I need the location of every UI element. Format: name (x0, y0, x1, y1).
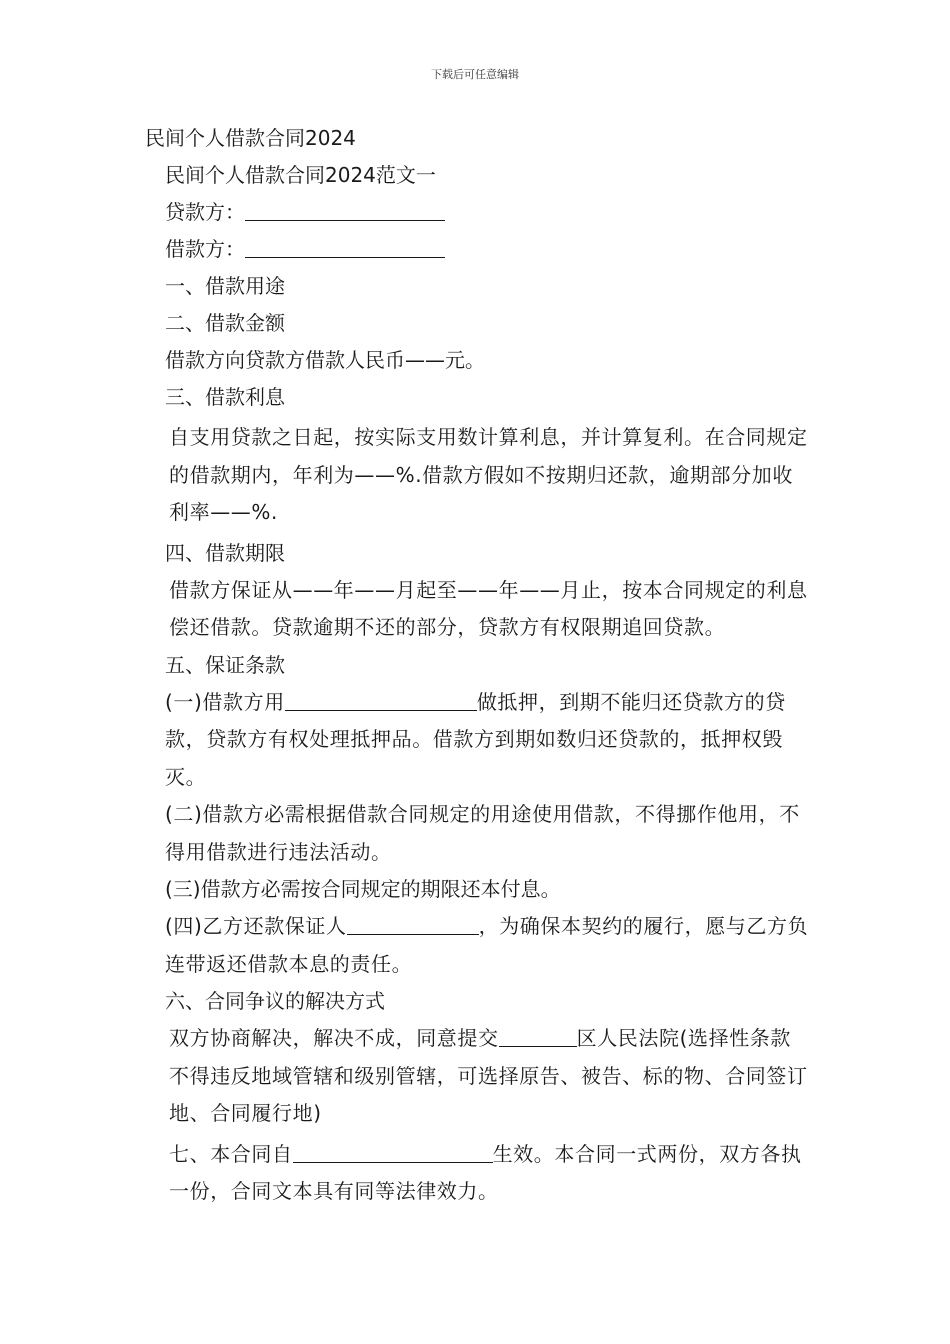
collateral-blank (285, 692, 477, 711)
section-6-lead: 双方协商解决，解决不成，同意提交 (169, 1026, 499, 1050)
lender-line (145, 194, 810, 231)
clause-5-2: (二)借款方必需根据借款合同规定的用途使用借款，不得挪作他用，不得用借款进行违法活动。 (165, 802, 800, 864)
clause-5-3: (三)借款方必需按合同规定的期限还本付息。 (165, 877, 561, 901)
clause-5-1-lead: (一)借款方用 (165, 689, 285, 714)
clause-5-1-rest: 做抵押，到期不能归还贷款方的贷款，贷款方有权处理抵押品。借款方到期如数归还贷款的，抵押权毁灭。 (165, 689, 786, 789)
section-heading-5: 五、保证条款 (165, 652, 285, 677)
section-4-text: 借款方保证从——年——月起至——年——月止，按本合同规定的利息偿还借款。贷款逾期不还的部分，贷款方有权限期追回贷款。 (169, 577, 808, 639)
section-2-text: 借款方向贷款方借款人民币——元。 (165, 348, 485, 372)
lender-label: 贷款方： (165, 200, 245, 224)
clause-5-4 (145, 908, 810, 983)
document-subtitle: 民间个人借款合同2024范文一 (165, 163, 436, 187)
section-heading-4: 四、借款期限 (165, 540, 285, 565)
page-header: 下载后可任意编辑 (431, 68, 519, 81)
section-3-text: 自支用贷款之日起，按实际支用数计算利息，并计算复利。在合同规定的借款期内，年利为——%.借款方假如不按期归还款，逾期部分加收利率——%. (169, 425, 808, 524)
section-6-text (145, 1020, 810, 1133)
borrower-line (145, 231, 810, 268)
borrower-blank (245, 239, 445, 258)
guarantor-blank (347, 916, 479, 935)
section-heading-2: 二、借款金额 (165, 311, 285, 335)
clause-5-4-rest: ，为确保本契约的履行，愿与乙方负连带返还借款本息的责任。 (165, 914, 809, 976)
lender-blank (245, 202, 445, 221)
contract-document (145, 120, 810, 1211)
section-heading-3: 三、借款利息 (165, 385, 285, 409)
document-title: 民间个人借款合同2024 (145, 126, 356, 150)
court-blank (499, 1028, 577, 1047)
borrower-label: 借款方： (165, 237, 245, 261)
section-7-rest: 生效。本合同一式两份，双方各执一份，合同文本具有同等法律效力。 (169, 1141, 802, 1203)
section-7-lead: 七、本合同自 (169, 1141, 293, 1166)
section-7-text (145, 1136, 810, 1211)
section-heading-1: 一、借款用途 (165, 274, 285, 298)
clause-5-1 (145, 684, 810, 797)
section-6-rest: 区人民法院(选择性条款不得违反地域管辖和级别管辖，可选择原告、被告、标的物、合同签订地、合同履行地) (169, 1026, 808, 1125)
effective-date-blank (293, 1144, 493, 1163)
section-heading-6: 六、合同争议的解决方式 (165, 989, 385, 1013)
clause-5-4-lead: (四)乙方还款保证人 (165, 914, 347, 938)
